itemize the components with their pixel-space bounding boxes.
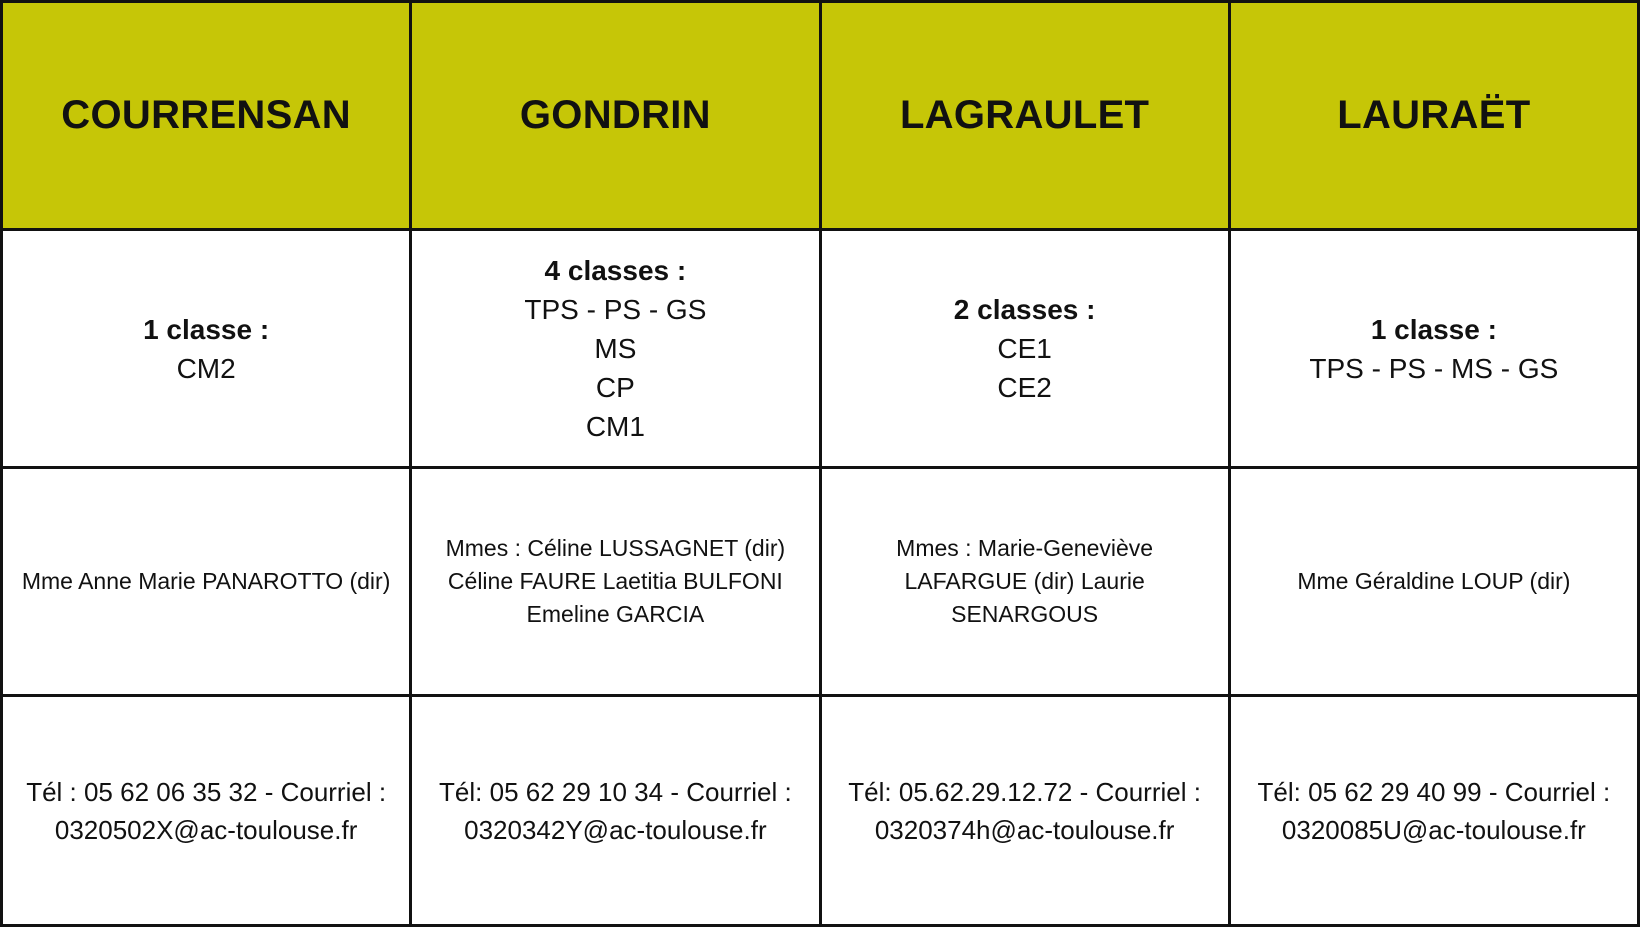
class-level: MS	[594, 333, 637, 364]
school-name-lagraulet: LAGRAULET	[820, 2, 1229, 230]
class-level: CE1	[997, 333, 1052, 364]
class-level: CM1	[585, 411, 645, 442]
contact-cell-gondrin	[411, 696, 820, 926]
contact-row	[2, 696, 1639, 926]
school-name-lauraet: LAURAËT	[1229, 2, 1638, 230]
class-level: CM2	[176, 352, 236, 384]
email-address[interactable]: 0320085U@ac-toulouse.fr	[1281, 814, 1586, 845]
class-level: CP	[595, 372, 635, 403]
phone-line: Tél: 05 62 29 40 99 - Courriel :	[1257, 776, 1611, 807]
school-name-courrensan: COURRENSAN	[2, 2, 411, 230]
classes-cell-lagraulet	[820, 230, 1229, 468]
email-address[interactable]: 0320374h@ac-toulouse.fr	[874, 814, 1175, 845]
phone-line: Tél : 05 62 06 35 32 - Courriel :	[26, 776, 387, 807]
contact-cell-lagraulet	[820, 696, 1229, 926]
staff-cell-gondrin: Mmes : Céline LUSSAGNET (dir) Céline FAURE Laetitia BULFONI Emeline GARCIA	[411, 468, 820, 696]
classes-cell-courrensan	[2, 230, 411, 468]
phone-line: Tél: 05.62.29.12.72 - Courriel :	[848, 776, 1201, 807]
contact-cell-courrensan	[2, 696, 411, 926]
class-level: CE2	[997, 372, 1052, 403]
class-level: TPS - PS - MS - GS	[1309, 352, 1559, 384]
header-row	[2, 2, 1639, 230]
contact-cell-lauraet	[1229, 696, 1638, 926]
class-level: TPS - PS - GS	[524, 294, 707, 325]
classes-cell-lauraet	[1229, 230, 1638, 468]
staff-cell-courrensan: Mme Anne Marie PANAROTTO (dir)	[2, 468, 411, 696]
email-address[interactable]: 0320342Y@ac-toulouse.fr	[464, 814, 767, 845]
classes-row	[2, 230, 1639, 468]
classes-title: 4 classes :	[544, 255, 687, 286]
school-name-gondrin: GONDRIN	[411, 2, 820, 230]
staff-cell-lauraet: Mme Géraldine LOUP (dir)	[1229, 468, 1638, 696]
classes-cell-gondrin	[411, 230, 820, 468]
staff-row	[2, 468, 1639, 696]
staff-cell-lagraulet: Mmes : Marie-Geneviève LAFARGUE (dir) Laurie SENARGOUS	[820, 468, 1229, 696]
phone-line: Tél: 05 62 29 10 34 - Courriel :	[439, 776, 792, 807]
email-address[interactable]: 0320502X@ac-toulouse.fr	[54, 814, 358, 845]
classes-title: 1 classe :	[143, 313, 270, 345]
classes-title: 1 classe :	[1370, 313, 1497, 345]
classes-title: 2 classes :	[953, 294, 1096, 325]
